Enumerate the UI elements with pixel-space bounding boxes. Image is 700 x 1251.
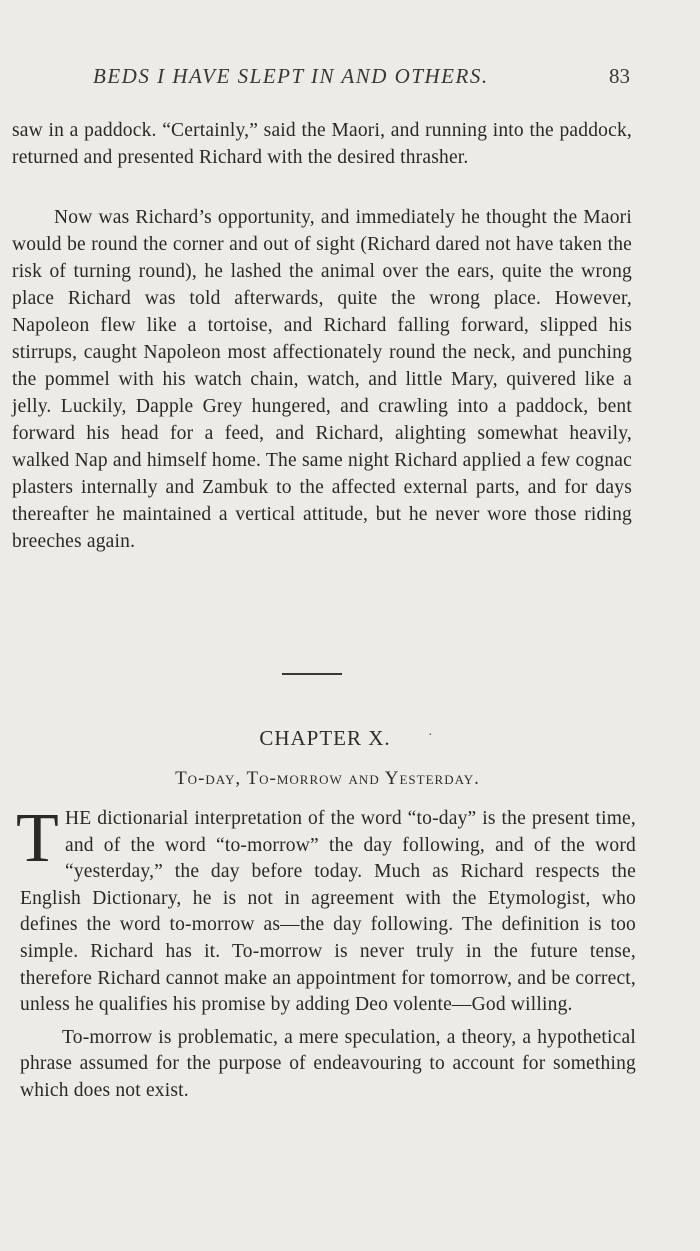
stray-mark: · — [428, 728, 433, 743]
paragraph-1: saw in a paddock. “Certainly,” said the Maori, and running into the paddock, returned and presented Richard with the desired thrasher. — [12, 120, 632, 168]
drop-cap: T — [16, 800, 59, 877]
chapter-subtitle: To-day, To-morrow and Yesterday. — [175, 768, 480, 789]
running-title: BEDS I HAVE SLEPT IN AND OTHERS. — [93, 64, 489, 88]
chapter-paragraph-2: To-morrow is problematic, a mere speculation, a theory, a hypothetical phrase assumed for the purpose of endeavouring to account for something which does not exist. — [20, 1026, 636, 1101]
chapter-title: CHAPTER X. — [259, 726, 391, 750]
chapter-body — [16, 800, 636, 1105]
running-head — [0, 64, 700, 94]
chapter-paragraph-1 — [16, 800, 636, 1019]
paragraph-2: Now was Richard’s opportunity, and immediately he thought the Maori would be round the corner and out of sight (Richard dared not have taken the risk of turning round), he lashed the animal over the ears, quite the wrong place Richard was told afterwards, quite the wrong place. However, Napoleon flew like a tortoise, and Richard falling forward, slipped his stirrups, caught Napoleon most affectionately round the neck, and punching the pommel with his watch chain, watch, and little Mary, quivered like a jelly. Luckily, Dapple Grey hungered, and crawling into a paddock, bent forward his head for a feed, and Richard, alighting somewhat heavily, walked Nap and himself home. The same night Richard applied a few cognac plasters internally and Zambuk to the affected external parts, and for days thereafter he maintained a vertical attitude, but he never wore those riding breeches again. — [12, 207, 632, 552]
section-divider — [282, 673, 342, 675]
chapter-paragraph-1-text: HE dictionarial interpretation of the word “to-day” is the present time, and of the word “to-morrow” the day following, and of the word “yesterday,” the day before today. Much as Richard respects the English Dictionary, he is not in agreement with the Etymologist, who defines the word to-morrow as—the day following. The definition is too simple. Richard has it. To-morrow is never truly in the future tense, therefore Richard cannot make an appointment for tomorrow, and be correct, unless he qualifies his promise by adding Deo volente—God willing. — [20, 808, 636, 1016]
page-number: 83 — [609, 64, 630, 88]
